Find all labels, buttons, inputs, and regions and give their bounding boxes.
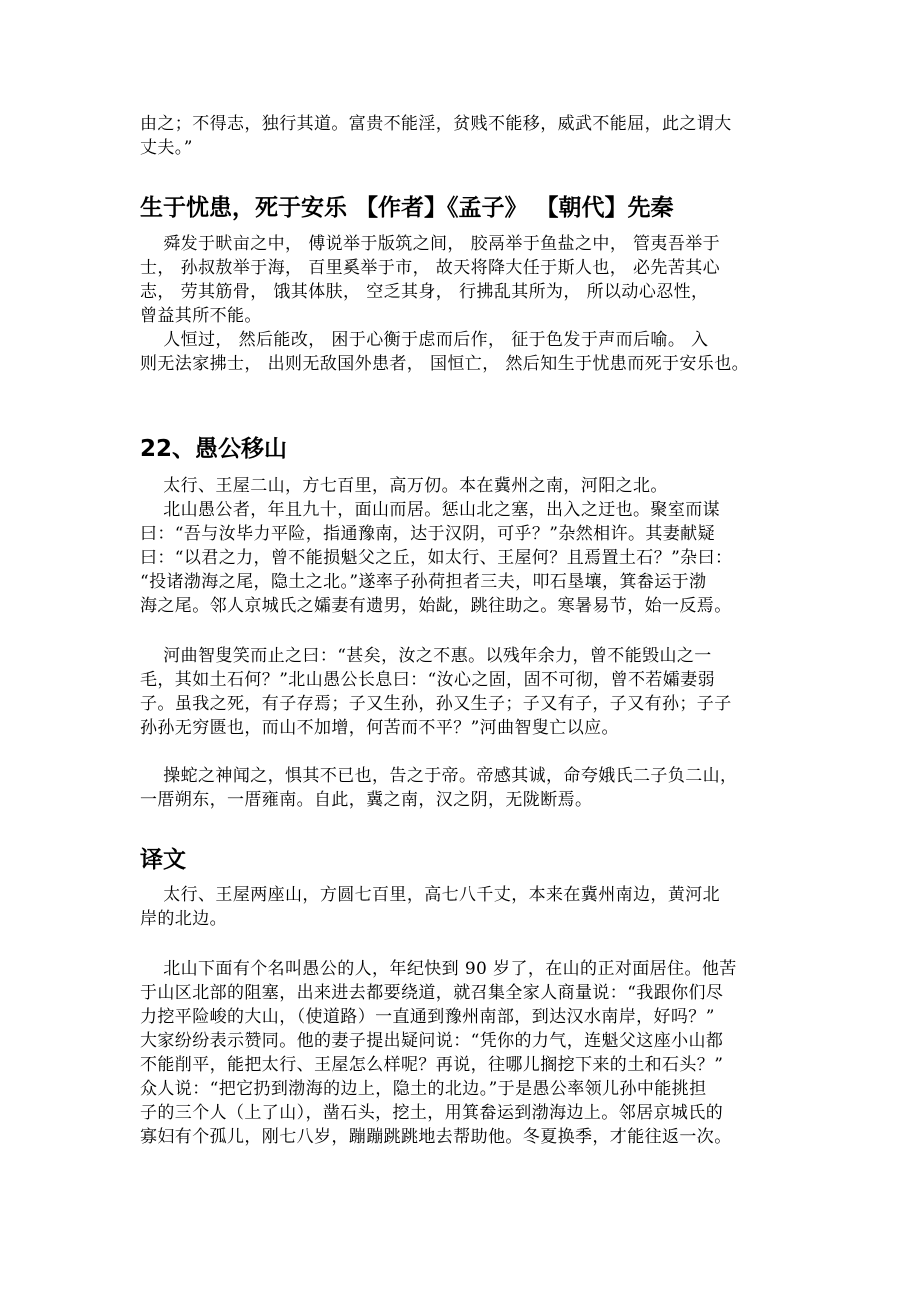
- text-line: 毛，其如土石何？”北山愚公长息曰：“汝心之固，固不可彻，曾不若孀妻弱: [140, 670, 715, 690]
- text-line: 志， 劳其筋骨， 饿其体肤， 空乏其身， 行拂乱其所为， 所以动心忍性，: [140, 282, 709, 302]
- text-line: 太行、王屋两座山，方圆七百里，高七八千丈，本来在冀州南边，黄河北: [140, 885, 721, 905]
- text-line: 人恒过， 然后能改， 困于心衡于虑而后作， 征于色发于声而后喻。 入: [140, 330, 709, 350]
- text-line: 操蛇之神闻之，惧其不已也，告之于帝。帝感其诚，命夸娥氏二子负二山，: [140, 766, 738, 786]
- section-heading: 生于忧患，死于安乐 【作者】《孟子》 【朝代】先秦: [140, 195, 674, 221]
- text-line: 曾益其所不能。: [140, 306, 262, 326]
- section-heading: 22、愚公移山: [140, 436, 288, 462]
- text-line: 北山愚公者，年且九十，面山而居。惩山北之塞，出入之迂也。聚室而谋: [140, 500, 721, 520]
- text-line: 岸的北边。: [140, 909, 227, 929]
- text-line: 丈夫。”: [140, 138, 193, 158]
- text-line: 众人说：“把它扔到渤海的边上，隐土的北边。”于是愚公率领儿孙中能挑担: [140, 1079, 707, 1099]
- text-line: 一厝朔东，一厝雍南。自此，冀之南，汉之阴，无陇断焉。: [140, 790, 593, 810]
- text-line: 由之；不得志，独行其道。富贵不能淫，贫贱不能移，威武不能屈，此之谓大: [140, 114, 732, 134]
- text-line: 子的三个人（上了山），凿石头，挖土，用箕畚运到渤海边上。邻居京城氏的: [140, 1103, 724, 1123]
- text-line: 孙孙无穷匮也，而山不加增，何苦而不平？”河曲智叟亡以应。: [140, 718, 619, 738]
- text-line: 力挖平险峻的大山，（使道路）一直通到豫州南部，到达汉水南岸，好吗？”: [140, 1007, 715, 1027]
- text-line: 子。虽我之死，有子存焉；子又生孙，孙又生子；子又有子，子又有孙；子子: [140, 694, 732, 714]
- text-line: 大家纷纷表示赞同。他的妻子提出疑问说：“凭你的力气，连魁父这座小山都: [140, 1031, 724, 1051]
- text-line: 太行、王屋二山，方七百里，高万仞。本在冀州之南，河阳之北。: [140, 476, 668, 496]
- text-line: 舜发于畎亩之中， 傅说举于版筑之间， 胶鬲举于鱼盐之中， 管夷吾举于: [140, 234, 721, 254]
- text-line: 海之尾。邻人京城氏之孀妻有遗男，始龀，跳往助之。寒暑易节，始一反焉。: [140, 596, 732, 616]
- text-line: 北山下面有个名叫愚公的人，年纪快到 90 岁了，在山的正对面居住。他苦: [140, 959, 737, 979]
- text-line: 曰：“以君之力，曾不能损魁父之丘，如太行、王屋何？且焉置土石？”杂曰：: [140, 548, 733, 568]
- text-line: 河曲智叟笑而止之曰：“甚矣，汝之不惠。以残年余力，曾不能毁山之一: [140, 646, 712, 666]
- text-line: 士， 孙叔敖举于海， 百里奚举于市， 故天将降大任于斯人也， 必先苦其心: [140, 258, 721, 278]
- text-line: 不能削平，能把太行、王屋怎么样呢？再说，往哪儿搁挖下来的土和石头？”: [140, 1055, 724, 1075]
- text-line: 则无法家拂士， 出则无敌国外患者， 国恒亡， 然后知生于忧患而死于安乐也。: [140, 354, 750, 374]
- text-line: 曰：“吾与汝毕力平险，指通豫南，达于汉阴，可乎？”杂然相许。其妻献疑: [140, 524, 715, 544]
- text-line: 于山区北部的阻塞，出来进去都要绕道，就召集全家人商量说：“我跟你们尽: [140, 983, 724, 1003]
- text-line: “投诸渤海之尾，隐土之北。”遂率子孙荷担者三夫，叩石垦壤，箕畚运于渤: [140, 572, 707, 592]
- section-heading: 译文: [140, 847, 186, 873]
- text-line: 寡妇有个孤儿，刚七八岁，蹦蹦跳跳地去帮助他。冬夏换季，才能往返一次。: [140, 1127, 732, 1147]
